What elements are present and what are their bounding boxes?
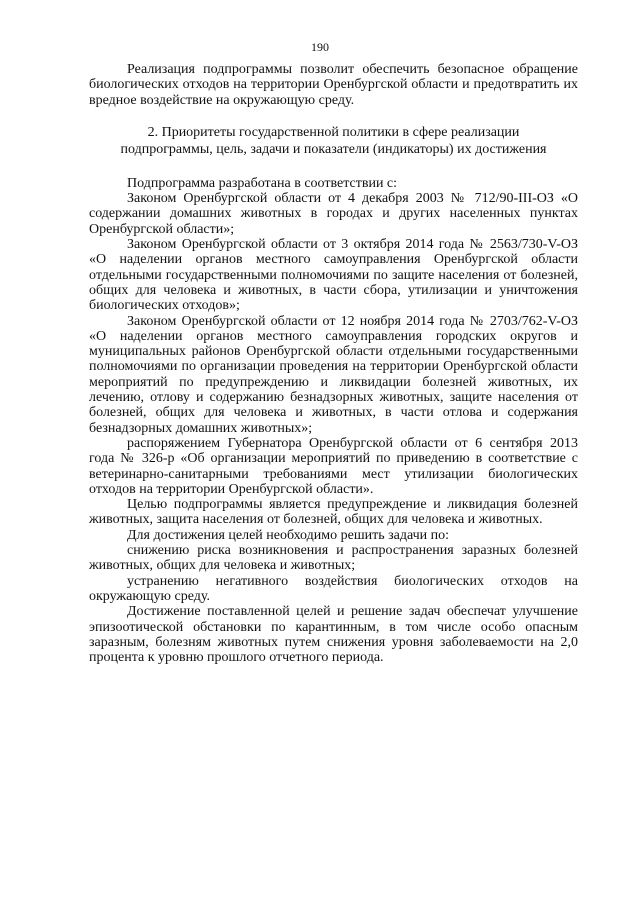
document-body (89, 62, 578, 665)
paragraph-law-2003: Законом Оренбургской области от 4 декабря 2003 № 712/90-III-ОЗ «О содержании домашних животных в городах и других населенных пунктах Оренбургской области»; (89, 191, 578, 237)
paragraph-task-1: снижению риска возникновения и распространения заразных болезней животных, общих для человека и животных; (89, 543, 578, 574)
paragraph-task-2: устранению негативного воздействия биологических отходов на окружающую среду. (89, 573, 578, 604)
intro-paragraph: Реализация подпрограммы позволит обеспечить безопасное обращение биологических отходов на территории Оренбургской области и предотвратить их вредное воздействие на окружающую среду. (89, 62, 578, 108)
section-heading (89, 124, 578, 158)
paragraph-basis: Подпрограмма разработана в соответствии с: (127, 175, 398, 191)
paragraph-tasks-intro: Для достижения целей необходимо решить задачи по: (127, 527, 450, 543)
paragraph-outcome: Достижение поставленной целей и решение задач обеспечат улучшение эпизоотической обстановки по карантинным, в том числе особо опасным заразным, болезням животных путем снижения уровня заболеваемости на 2,0 процента к уровню прошлого отчетного периода. (89, 604, 578, 666)
section-heading-line-2: подпрограммы, цель, задачи и показатели (индикаторы) их достижения (120, 141, 547, 157)
page-number: 190 (311, 40, 329, 54)
paragraph-law-2014-november: Законом Оренбургской области от 12 ноября 2014 года № 2703/762-V-ОЗ «О наделении органов местного самоуправления городских округов и муниципальных районов Оренбургской области отдельными государственными полномочиями по организации проведения на территории Оренбургской области мероприятий по предупреждению и ликвидации болезней животных, их лечению, отлову и содержанию безнадзорных животных, защите населения от болезней, общих для человека и животных, в части отлова и содержания безнадзорных домашних животных»; (89, 313, 578, 436)
section-heading-line-1: 2. Приоритеты государственной политики в сфере реализации (147, 124, 520, 140)
paragraph-goal: Целью подпрограммы является предупреждение и ликвидация болезней животных, защита населения от болезней, общих для человека и животных. (89, 497, 578, 528)
paragraph-governor-order: распоряжением Губернатора Оренбургской области от 6 сентября 2013 года № 326-р «Об организации мероприятий по приведению в соответствие с ветеринарно-санитарными требованиями мест утилизации биологических отходов на территории Оренбургской области». (89, 435, 578, 497)
paragraph-law-2014-october: Законом Оренбургской области от 3 октября 2014 года № 2563/730-V-ОЗ «О наделении органов местного самоуправления Оренбургской области отдельными государственными полномочиями по защите населения от болезней, общих для человека и животных, в части сбора, утилизации и уничтожения биологических отходов»; (89, 237, 578, 314)
